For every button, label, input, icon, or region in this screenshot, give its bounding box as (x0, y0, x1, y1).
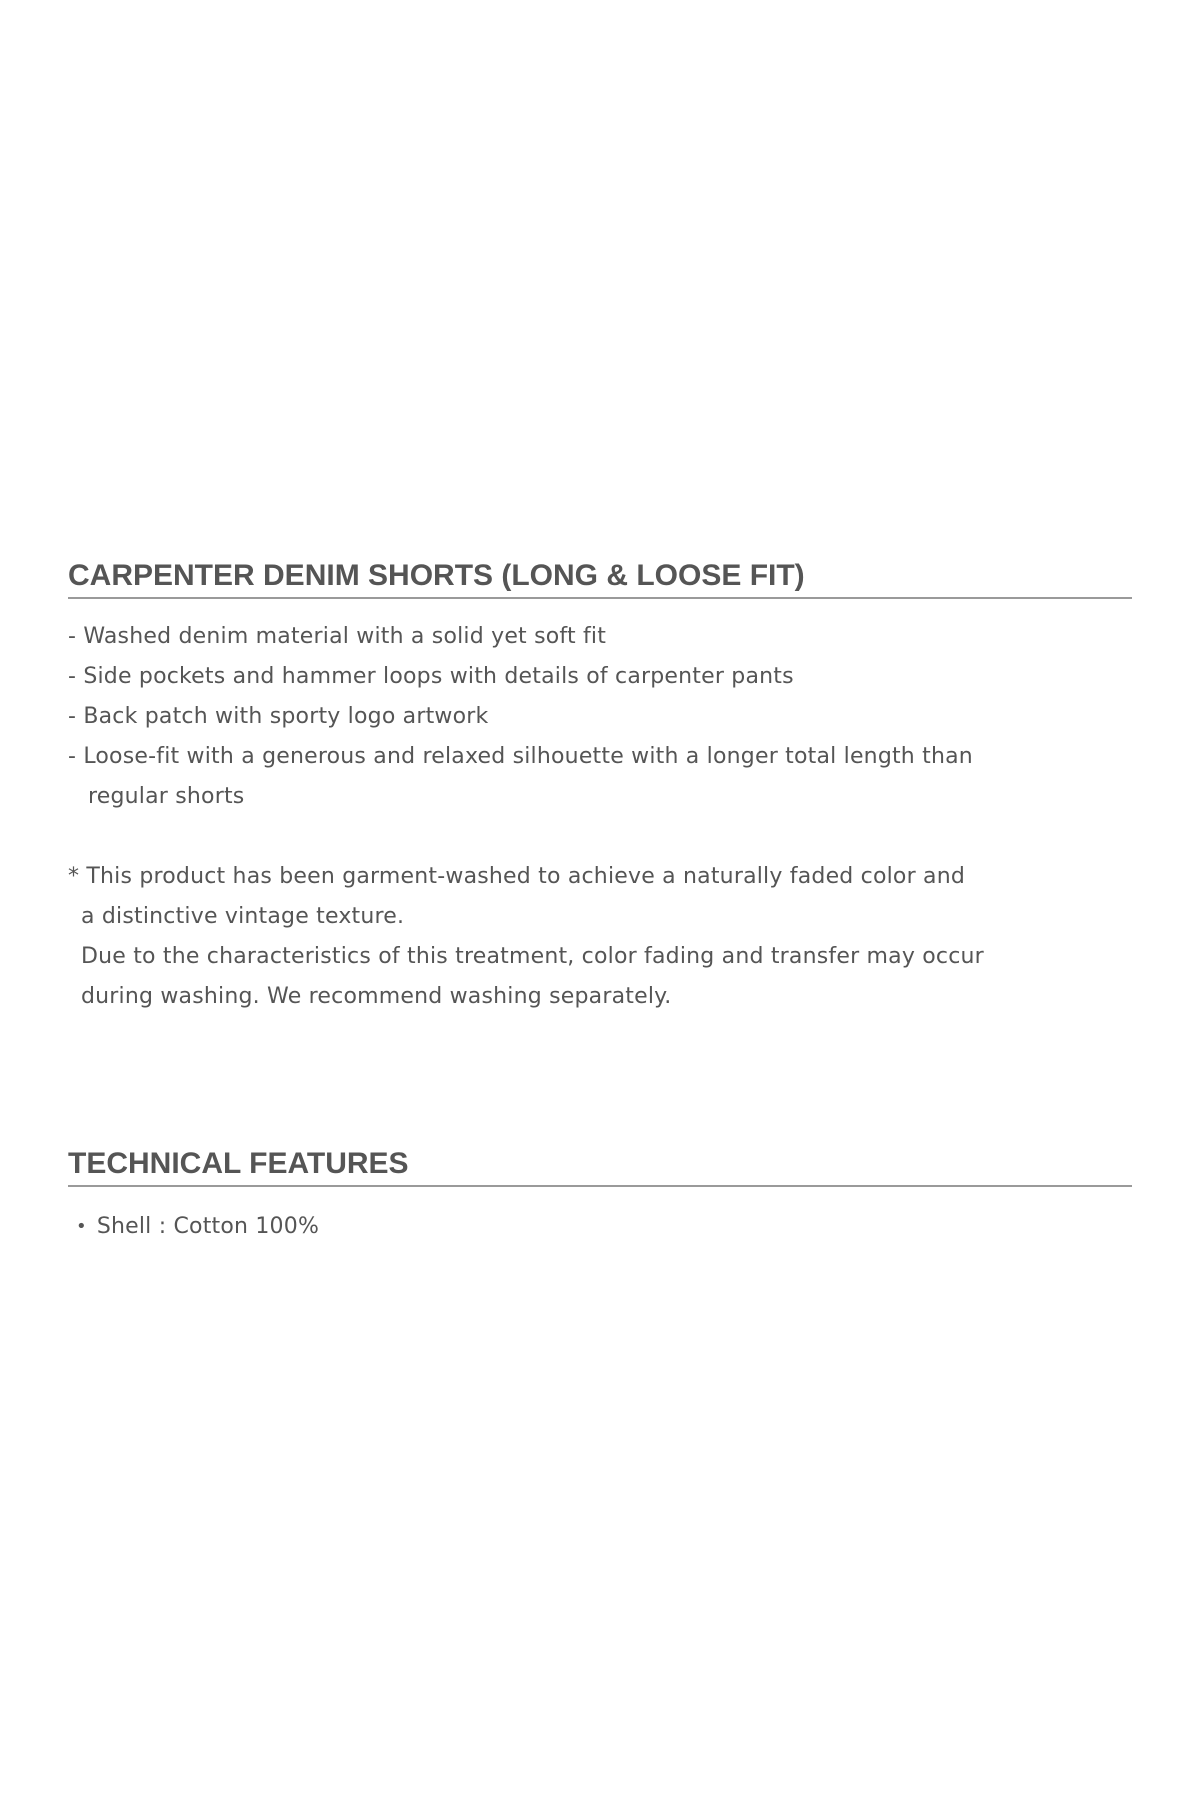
care-note (68, 857, 1132, 1017)
feature-line: - Side pockets and hammer loops with details of carpenter pants (68, 664, 794, 689)
care-note-line: during washing. We recommend washing separately. (81, 984, 672, 1009)
technical-features-section (68, 1146, 1132, 1247)
feature-line: - Washed denim material with a solid yet soft fit (68, 624, 607, 649)
technical-feature-text: Shell : Cotton 100% (96, 1214, 320, 1239)
technical-feature-list (68, 1207, 1132, 1247)
care-note-line: a distinctive vintage texture. (81, 904, 405, 929)
technical-features-title: TECHNICAL FEATURES (68, 1147, 409, 1180)
bullet-icon: • (76, 1216, 87, 1237)
feature-line: - Back patch with sporty logo artwork (68, 704, 489, 729)
care-note-line: * This product has been garment-washed to achieve a naturally faded color and (68, 864, 966, 889)
product-description-section (68, 558, 1132, 1017)
product-title-divider (68, 597, 1132, 599)
feature-line: - Loose-fit with a generous and relaxed silhouette with a longer total length than (68, 744, 973, 769)
care-note-line: Due to the characteristics of this treatment, color fading and transfer may occur (81, 944, 984, 969)
technical-features-divider (68, 1185, 1132, 1187)
feature-line-continuation: regular shorts (88, 784, 245, 809)
product-feature-list (68, 617, 1132, 817)
technical-feature-item (68, 1207, 1132, 1247)
product-title: CARPENTER DENIM SHORTS (LONG & LOOSE FIT) (68, 559, 805, 592)
